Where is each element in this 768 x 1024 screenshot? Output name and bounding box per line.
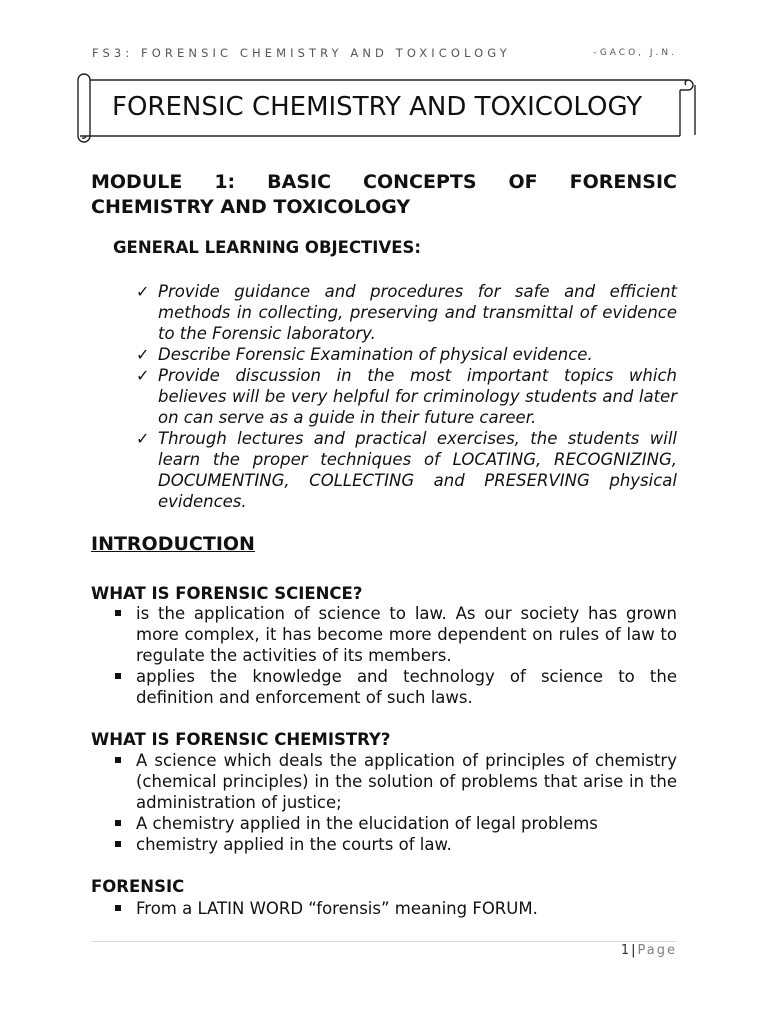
square-bullet-icon [115,905,121,911]
header-author: -GACO, J.N. [593,48,677,58]
header-course: FS3: FORENSIC CHEMISTRY AND TOXICOLOGY [92,46,511,60]
list-item [113,834,677,855]
objective-item [136,428,677,512]
section-heading-forensic-chemistry: WHAT IS FORENSIC CHEMISTRY? [91,730,391,749]
list-item [113,603,677,666]
introduction-heading: INTRODUCTION [91,533,255,555]
list-item [113,813,677,834]
square-bullet-icon [115,757,121,763]
list-item [113,750,677,813]
objective-item [136,344,677,365]
running-header [92,46,677,64]
objective-text: Provide discussion in the most important topics which believes will be very helpful for criminology students and later on can serve as a guide in their future career. [158,366,677,427]
objectives-list [136,281,677,512]
square-bullet-icon [115,673,121,679]
list-item-text: chemistry applied in the courts of law. [136,835,452,854]
square-bullet-icon [115,820,121,826]
page-separator: | [631,943,636,958]
checkmark-icon: ✓ [136,366,150,385]
square-bullet-icon [115,841,121,847]
objective-text: Through lectures and practical exercises, the students will learn the proper techniques of LOCATING, RECOGNIZING, DOCUMENTING, COLLECTING and PRESERVING physical evidences. [158,429,677,511]
list-item-text: applies the knowledge and technology of science to the definition and enforcement of such laws. [136,667,677,707]
section-heading-forensic-science: WHAT IS FORENSIC SCIENCE? [91,584,363,603]
checkmark-icon: ✓ [136,345,150,364]
page-label: Page [637,943,677,958]
module-title: MODULE 1: BASIC CONCEPTS OF FORENSIC CHEMISTRY AND TOXICOLOGY [91,171,677,218]
list-item [113,666,677,708]
page-number: 1 [620,943,630,958]
list-item-text: A science which deals the application of principles of chemistry (chemical principles) in the solution of problems that arise in the administration of justice; [136,751,677,812]
objective-text: Describe Forensic Examination of physical evidence. [158,345,593,364]
square-bullet-icon [115,610,121,616]
footer-divider [91,941,677,942]
list-item-text: A chemistry applied in the elucidation of legal problems [136,814,598,833]
list-item-text: is the application of science to law. As our society has grown more complex, it has become more dependent on rules of law to regulate the activities of its members. [136,604,677,665]
list-item-text: From a LATIN WORD “forensis” meaning FORUM. [136,899,538,918]
checkmark-icon: ✓ [136,429,150,448]
banner-title: FORENSIC CHEMISTRY AND TOXICOLOGY [112,92,643,122]
objectives-heading: GENERAL LEARNING OBJECTIVES: [113,238,421,257]
forensic-chemistry-list [113,750,677,855]
section-heading-forensic: FORENSIC [91,877,185,896]
objective-text: Provide guidance and procedures for safe and efficient methods in collecting, preserving and transmittal of evidence to the Forensic laboratory. [158,282,677,343]
objective-item [136,365,677,428]
forensic-science-list [113,603,677,708]
checkmark-icon: ✓ [136,282,150,301]
page-footer [621,943,677,958]
list-item [113,898,677,919]
objective-item [136,281,677,344]
forensic-list [113,898,677,919]
title-banner [68,70,700,148]
